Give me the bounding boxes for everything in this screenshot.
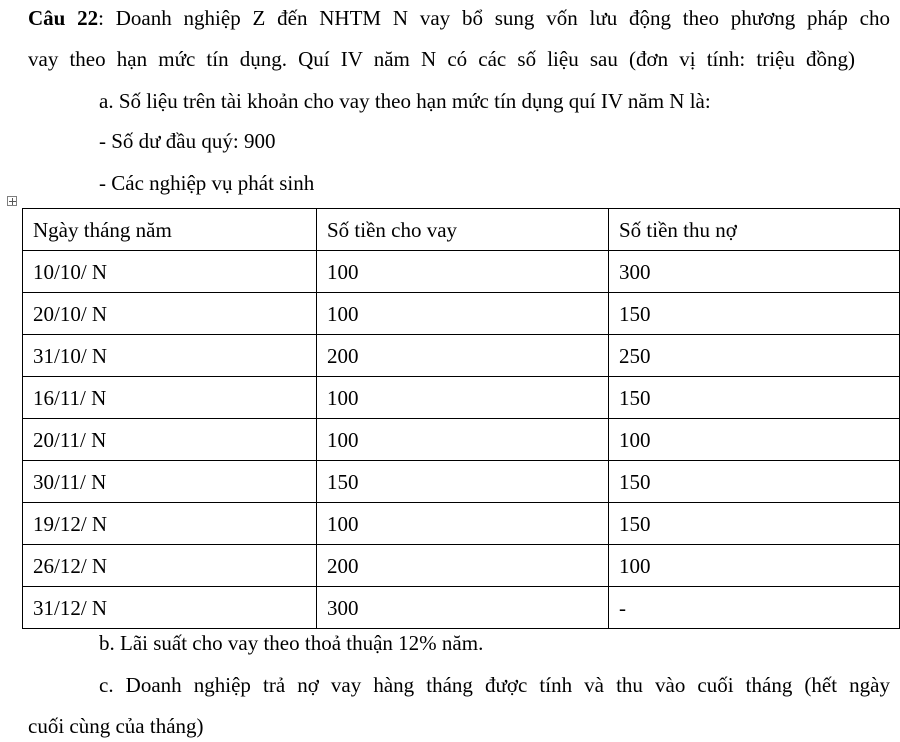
- loan-amount-cell: 200: [317, 335, 609, 377]
- loan-amount-cell: 100: [317, 377, 609, 419]
- table-row: [23, 419, 900, 461]
- table-row: [23, 461, 900, 503]
- loan-amount-cell: 100: [317, 251, 609, 293]
- part-c-line-1: c. Doanh nghiệp trả nợ vay hàng tháng được tính và thu vào cuối tháng (hết ngày: [99, 673, 890, 697]
- table-row: [23, 293, 900, 335]
- question-line-2: vay theo hạn mức tín dụng. Quí IV năm N có các số liệu sau (đơn vị tính: triệu đồng): [28, 47, 855, 71]
- date-cell: 10/10/ N: [23, 251, 317, 293]
- table-row: [23, 503, 900, 545]
- loan-amount-cell: 200: [317, 545, 609, 587]
- transactions-table: [22, 208, 900, 629]
- header-loan-amount: Số tiền cho vay: [317, 209, 609, 251]
- transactions-heading: - Các nghiệp vụ phát sinh: [99, 171, 315, 195]
- repayment-amount-cell: 150: [609, 461, 900, 503]
- loan-amount-cell: 300: [317, 587, 609, 629]
- repayment-amount-cell: 150: [609, 503, 900, 545]
- table-header-row: [23, 209, 900, 251]
- table-row: [23, 545, 900, 587]
- repayment-amount-cell: 100: [609, 545, 900, 587]
- loan-amount-cell: 100: [317, 419, 609, 461]
- date-cell: 31/10/ N: [23, 335, 317, 377]
- header-repayment-amount: Số tiền thu nợ: [609, 209, 900, 251]
- question-line-1-text: : Doanh nghiệp Z đến NHTM N vay bổ sung vốn lưu động theo phương pháp cho: [98, 6, 890, 30]
- repayment-amount-cell: 150: [609, 377, 900, 419]
- date-cell: 30/11/ N: [23, 461, 317, 503]
- date-cell: 31/12/ N: [23, 587, 317, 629]
- loan-amount-cell: 150: [317, 461, 609, 503]
- table-row: [23, 587, 900, 629]
- date-cell: 20/11/ N: [23, 419, 317, 461]
- table-row: [23, 335, 900, 377]
- table-row: [23, 377, 900, 419]
- table-move-handle-icon[interactable]: [7, 196, 17, 206]
- opening-balance: - Số dư đầu quý: 900: [99, 129, 276, 153]
- part-c-line-2: cuối cùng của tháng): [28, 714, 204, 738]
- date-cell: 26/12/ N: [23, 545, 317, 587]
- loan-amount-cell: 100: [317, 293, 609, 335]
- repayment-amount-cell: -: [609, 587, 900, 629]
- date-cell: 19/12/ N: [23, 503, 317, 545]
- table-row: [23, 251, 900, 293]
- question-line-1: [28, 6, 890, 30]
- repayment-amount-cell: 150: [609, 293, 900, 335]
- repayment-amount-cell: 250: [609, 335, 900, 377]
- date-cell: 16/11/ N: [23, 377, 317, 419]
- question-label: Câu 22: [28, 6, 99, 30]
- part-a-heading: a. Số liệu trên tài khoản cho vay theo hạn mức tín dụng quí IV năm N là:: [99, 89, 711, 113]
- header-date: Ngày tháng năm: [23, 209, 317, 251]
- repayment-amount-cell: 300: [609, 251, 900, 293]
- repayment-amount-cell: 100: [609, 419, 900, 461]
- loan-amount-cell: 100: [317, 503, 609, 545]
- date-cell: 20/10/ N: [23, 293, 317, 335]
- part-b: b. Lãi suất cho vay theo thoả thuận 12% năm.: [99, 631, 484, 655]
